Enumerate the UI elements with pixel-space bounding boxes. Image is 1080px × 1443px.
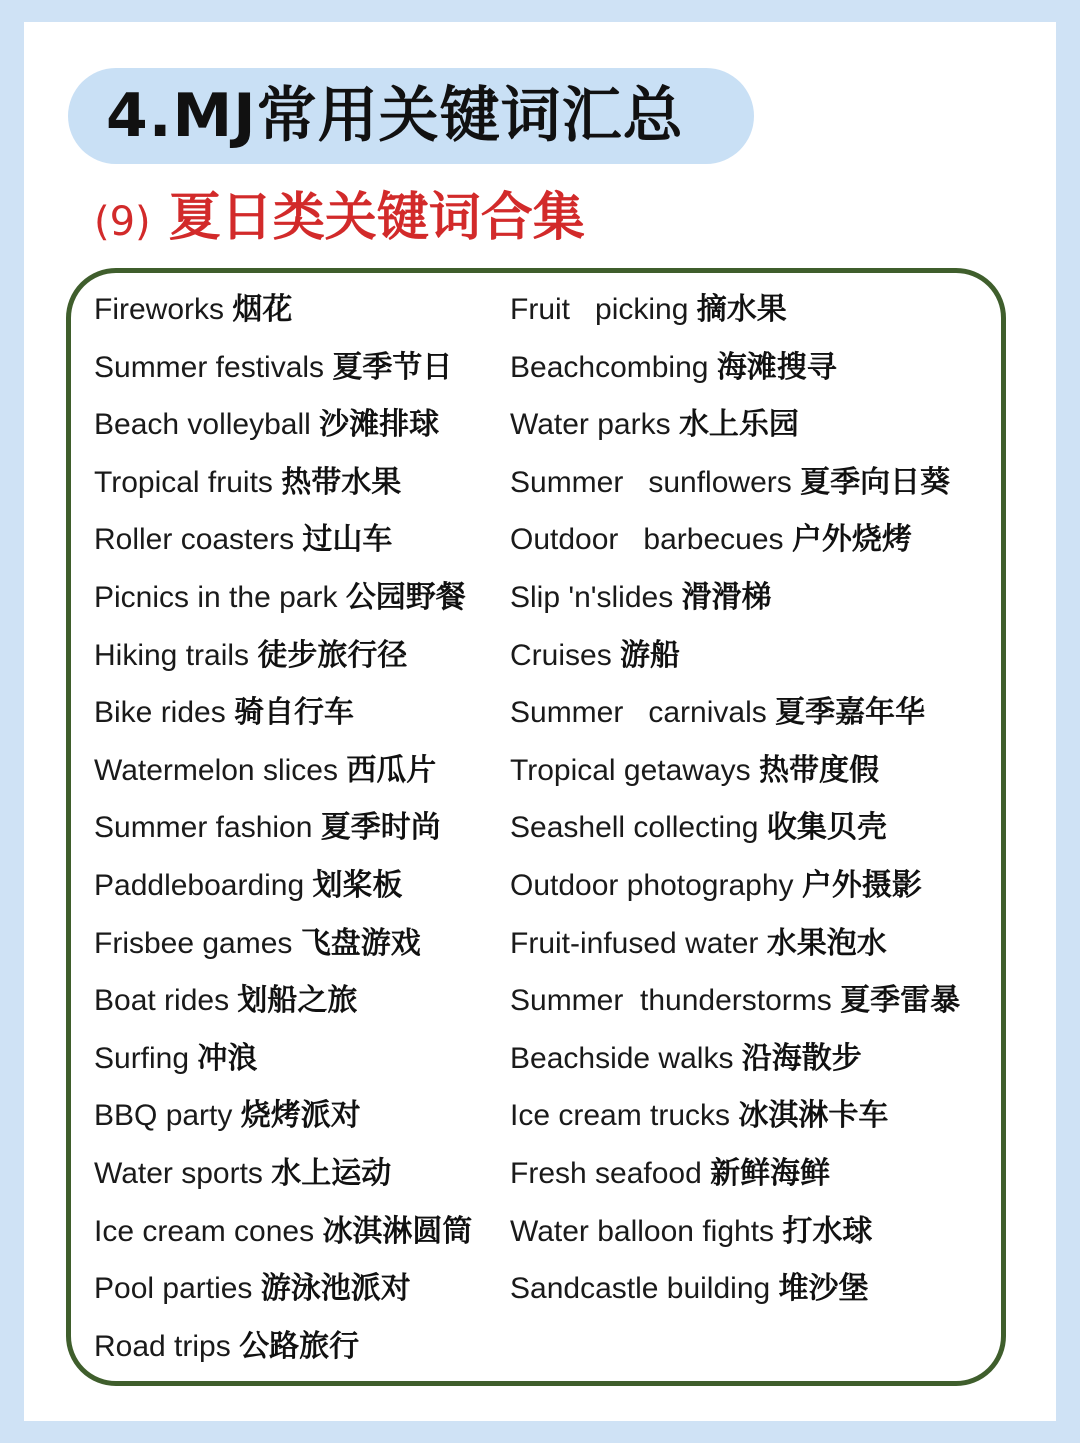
keyword-english: Fruit-infused water (510, 926, 759, 960)
keyword-english: Water balloon fights (510, 1214, 775, 1248)
keyword-chinese: 飞盘游戏 (300, 925, 421, 961)
keyword-chinese: 夏季向日葵 (800, 464, 951, 500)
keyword-chinese: 公园野餐 (345, 580, 466, 615)
keyword-english: Fruit picking (510, 293, 689, 326)
keyword-chinese: 游船 (620, 637, 681, 673)
keyword-item (510, 463, 950, 503)
keyword-chinese: 户外烧烤 (791, 522, 912, 558)
keyword-item (94, 1154, 391, 1194)
keyword-chinese: 海滩搜寻 (716, 349, 837, 385)
keyword-chinese: 冰淇淋卡车 (738, 1098, 889, 1134)
keyword-english: Bike rides (94, 696, 226, 730)
keyword-item (94, 866, 403, 906)
keyword-chinese: 划船之旅 (237, 983, 358, 1019)
keyword-item (94, 1096, 361, 1136)
keyword-english: Beach volleyball (94, 408, 311, 442)
keyword-english: Hiking trails (94, 638, 250, 672)
title-banner (68, 68, 754, 164)
keyword-english: Outdoor barbecues (510, 523, 784, 557)
keyword-english: Beachcombing (510, 350, 709, 384)
keyword-chinese: 冲浪 (197, 1040, 258, 1076)
keyword-english: Picnics in the park (94, 581, 338, 614)
content-card (24, 22, 1056, 1421)
keyword-english: Tropical fruits (94, 465, 273, 499)
keyword-item (94, 693, 354, 733)
keyword-chinese: 徒步旅行径 (257, 637, 408, 673)
keyword-chinese: 水上乐园 (678, 407, 799, 443)
keyword-chinese: 夏季时尚 (320, 810, 441, 846)
keyword-english: Cruises (510, 638, 612, 672)
keyword-chinese: 烧烤派对 (240, 1098, 361, 1134)
keyword-chinese: 收集贝壳 (766, 810, 887, 846)
keyword-item (510, 693, 925, 733)
keyword-chinese: 滑滑梯 (681, 580, 772, 615)
keyword-item (510, 866, 922, 906)
keyword-chinese: 水果泡水 (766, 925, 887, 961)
keyword-chinese: 打水球 (782, 1213, 873, 1249)
keyword-english: Tropical getaways (510, 753, 751, 787)
keyword-item (510, 405, 799, 445)
keyword-english: Water parks (510, 408, 671, 442)
keyword-english: Roller coasters (94, 523, 295, 557)
keyword-item (510, 578, 772, 618)
keyword-chinese: 夏季雷暴 (840, 983, 961, 1019)
keyword-chinese: 游泳池派对 (260, 1271, 411, 1307)
keyword-english: BBQ party (94, 1099, 233, 1133)
keyword-chinese: 过山车 (302, 522, 393, 558)
keyword-item (510, 808, 887, 848)
keyword-item (510, 981, 960, 1021)
keyword-chinese: 沿海散步 (741, 1040, 862, 1076)
keyword-english: Beachside walks (510, 1041, 734, 1075)
keyword-english: Summer festivals (94, 350, 325, 384)
keyword-item (510, 290, 787, 330)
keyword-english: Pool parties (94, 1272, 253, 1306)
keyword-item (94, 1039, 257, 1079)
keyword-chinese: 堆沙堡 (778, 1271, 869, 1307)
keyword-english: Road trips (94, 1329, 231, 1363)
keyword-english: Summer carnivals (510, 696, 767, 730)
page-title: 4.MJ常用关键词汇总 (106, 81, 684, 151)
keyword-chinese: 烟花 (232, 292, 293, 327)
keyword-item (94, 751, 436, 791)
keyword-item (94, 405, 439, 445)
keyword-chinese: 西瓜片 (346, 752, 437, 788)
keyword-item (510, 924, 887, 964)
keyword-chinese: 冰淇淋圆筒 (322, 1213, 473, 1249)
keyword-chinese: 新鲜海鲜 (710, 1156, 831, 1191)
keyword-item (510, 751, 879, 791)
keyword-item (94, 463, 401, 503)
section-title: 夏日类关键词合集 (168, 188, 585, 248)
keyword-english: Summer thunderstorms (510, 984, 832, 1018)
keyword-item (94, 924, 421, 964)
keyword-english: Frisbee games (94, 926, 293, 960)
keyword-item (510, 348, 837, 388)
keyword-english: Paddleboarding (94, 869, 305, 902)
keyword-item (94, 1269, 411, 1309)
keyword-chinese: 骑自行车 (234, 695, 355, 731)
keyword-item (94, 808, 441, 848)
keyword-item (510, 636, 680, 676)
keyword-item (94, 1212, 472, 1252)
keyword-english: Boat rides (94, 984, 230, 1018)
keyword-english: Ice cream trucks (510, 1099, 731, 1133)
keyword-item (94, 290, 292, 330)
keyword-item (510, 1154, 830, 1194)
keyword-item (94, 636, 407, 676)
keyword-english: Water sports (94, 1157, 263, 1190)
keyword-english: Outdoor photography (510, 869, 794, 902)
keyword-chinese: 公路旅行 (239, 1328, 360, 1364)
keyword-item (94, 981, 357, 1021)
keyword-english: Ice cream cones (94, 1214, 315, 1248)
keyword-item (510, 1212, 872, 1252)
keyword-chinese: 水上运动 (271, 1156, 392, 1191)
keyword-chinese: 沙滩排球 (319, 407, 440, 443)
keyword-chinese: 热带度假 (759, 752, 880, 788)
keyword-item (94, 578, 466, 618)
keyword-english: Seashell collecting (510, 811, 759, 845)
keyword-chinese: 夏季嘉年华 (775, 695, 926, 731)
keyword-item (94, 1327, 359, 1367)
keyword-english: Summer sunflowers (510, 465, 792, 499)
keyword-item (510, 1269, 869, 1309)
keyword-item (510, 520, 912, 560)
keyword-chinese: 夏季节日 (332, 349, 453, 385)
section-subtitle (94, 184, 585, 252)
keyword-item (94, 520, 392, 560)
keyword-english: Fireworks (94, 293, 225, 326)
keyword-english: Sandcastle building (510, 1272, 771, 1306)
keyword-item (510, 1096, 888, 1136)
keyword-item (94, 348, 452, 388)
keyword-chinese: 摘水果 (696, 292, 787, 327)
keyword-english: Slip 'n'slides (510, 581, 674, 614)
section-number: (9) (94, 199, 151, 245)
keyword-chinese: 户外摄影 (801, 868, 922, 903)
keyword-chinese: 热带水果 (281, 464, 402, 500)
keyword-english: Summer fashion (94, 811, 313, 845)
keyword-english: Watermelon slices (94, 753, 338, 787)
keyword-english: Fresh seafood (510, 1157, 702, 1190)
keyword-chinese: 划桨板 (312, 868, 403, 903)
keyword-english: Surfing (94, 1041, 190, 1075)
keyword-item (510, 1039, 862, 1079)
